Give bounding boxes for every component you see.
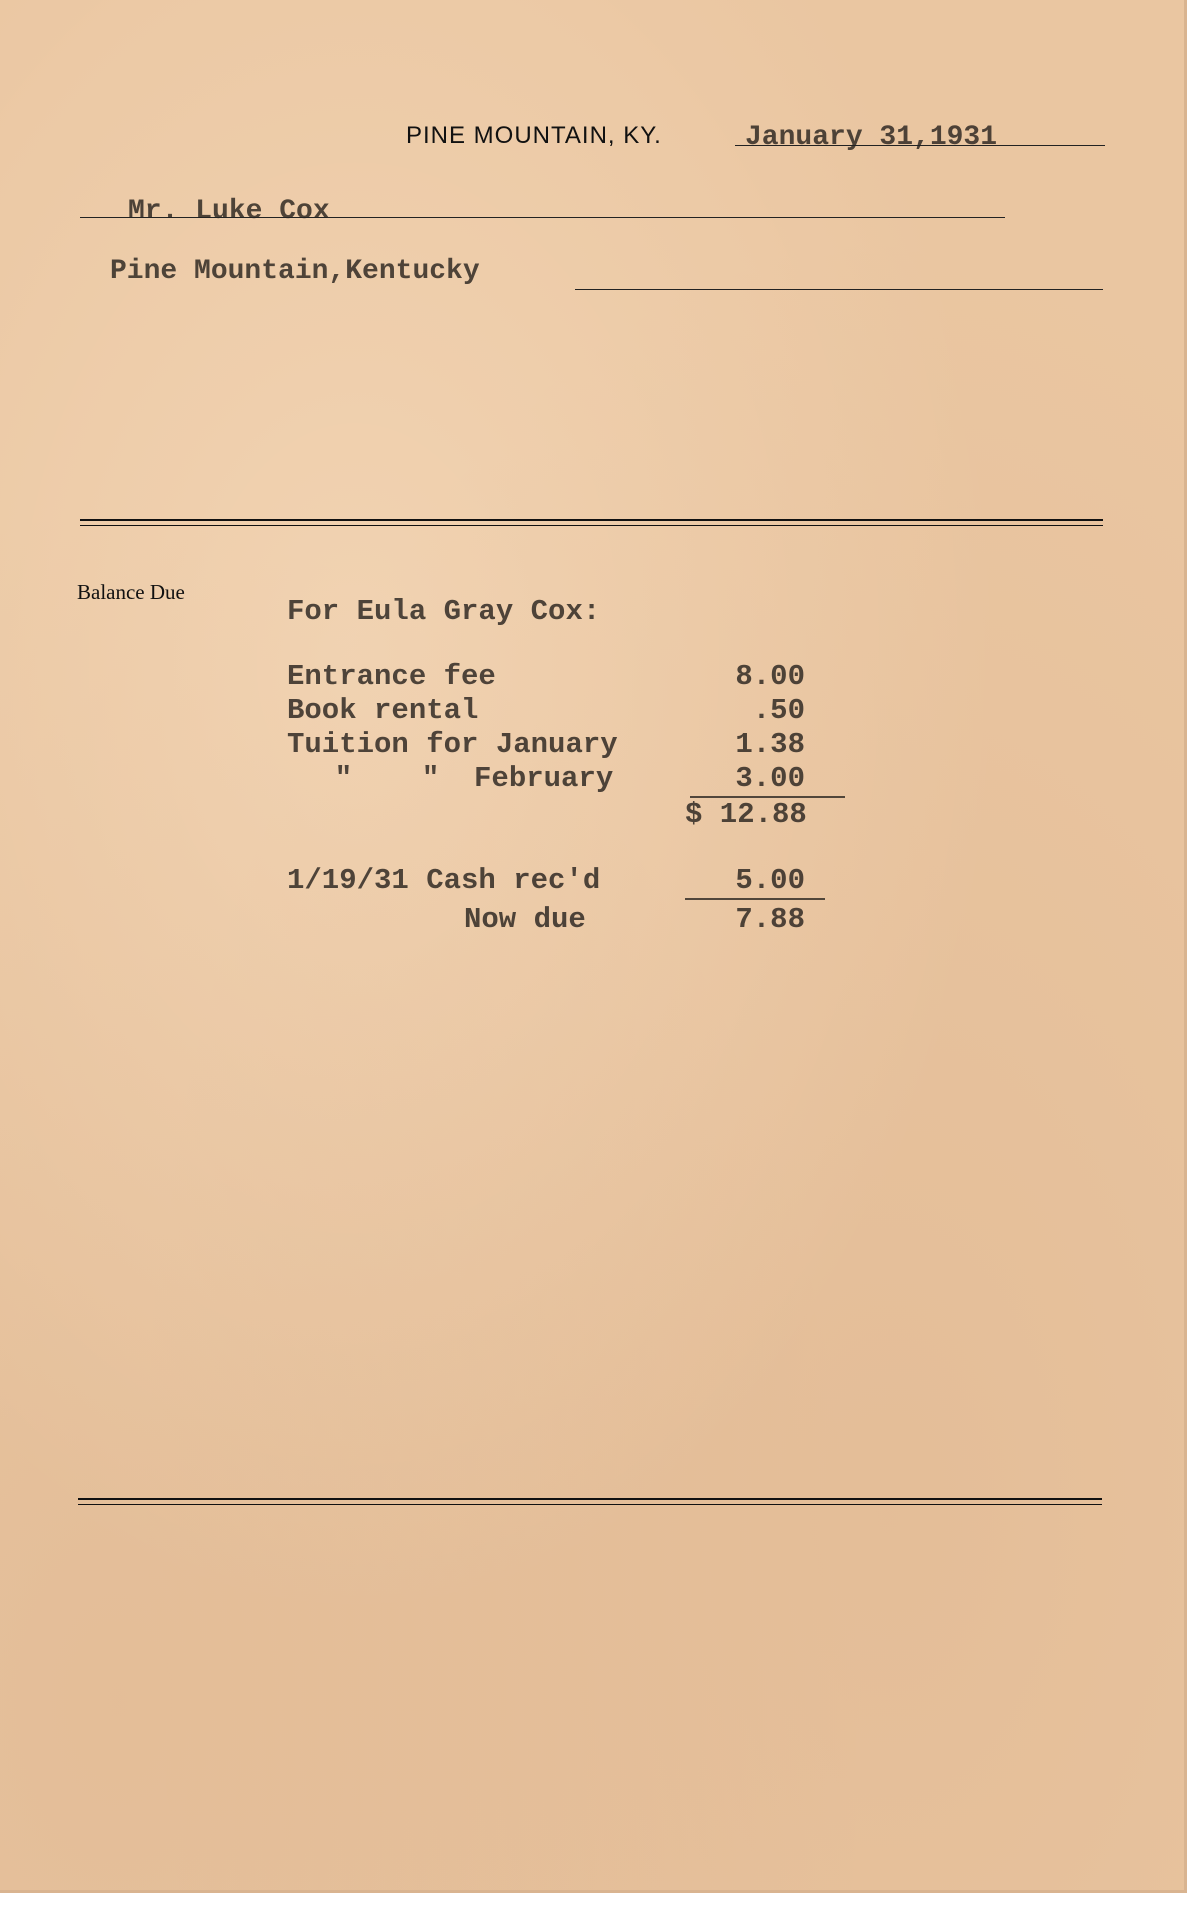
payment-amount: 5.00 (735, 864, 805, 897)
item-label-entrance-fee: Entrance fee (287, 660, 496, 693)
statement-total: $ 12.88 (685, 798, 807, 831)
now-due-amount: 7.88 (735, 903, 805, 936)
date-line (735, 145, 1105, 146)
payment-label: 1/19/31 Cash rec'd (287, 864, 601, 897)
letter-date: January 31,1931 (745, 122, 998, 153)
statement-heading: For Eula Gray Cox: (287, 595, 601, 628)
item-amount-tuition-january: 1.38 (735, 728, 805, 761)
item-amount-book-rental: .50 (752, 694, 805, 727)
item-amount-tuition-february: 3.00 (735, 762, 805, 795)
item-label-tuition-january: Tuition for January (287, 728, 618, 761)
item-label-book-rental: Book rental (287, 694, 479, 727)
addressee-name: Mr. Luke Cox (128, 196, 330, 227)
addressee-address: Pine Mountain,Kentucky (110, 256, 480, 287)
addressee-line-2 (575, 289, 1103, 290)
upper-divider (80, 519, 1103, 526)
balance-due-label: Balance Due (77, 580, 185, 604)
item-label-tuition-february: " " February (300, 762, 614, 795)
lower-divider (78, 1498, 1102, 1505)
now-due-label: Now due (464, 903, 586, 936)
item-amount-entrance-fee: 8.00 (735, 660, 805, 693)
addressee-line-1 (80, 217, 1005, 218)
payment-underline (685, 898, 825, 900)
letterhead-place: PINE MOUNTAIN, KY. (406, 122, 662, 149)
